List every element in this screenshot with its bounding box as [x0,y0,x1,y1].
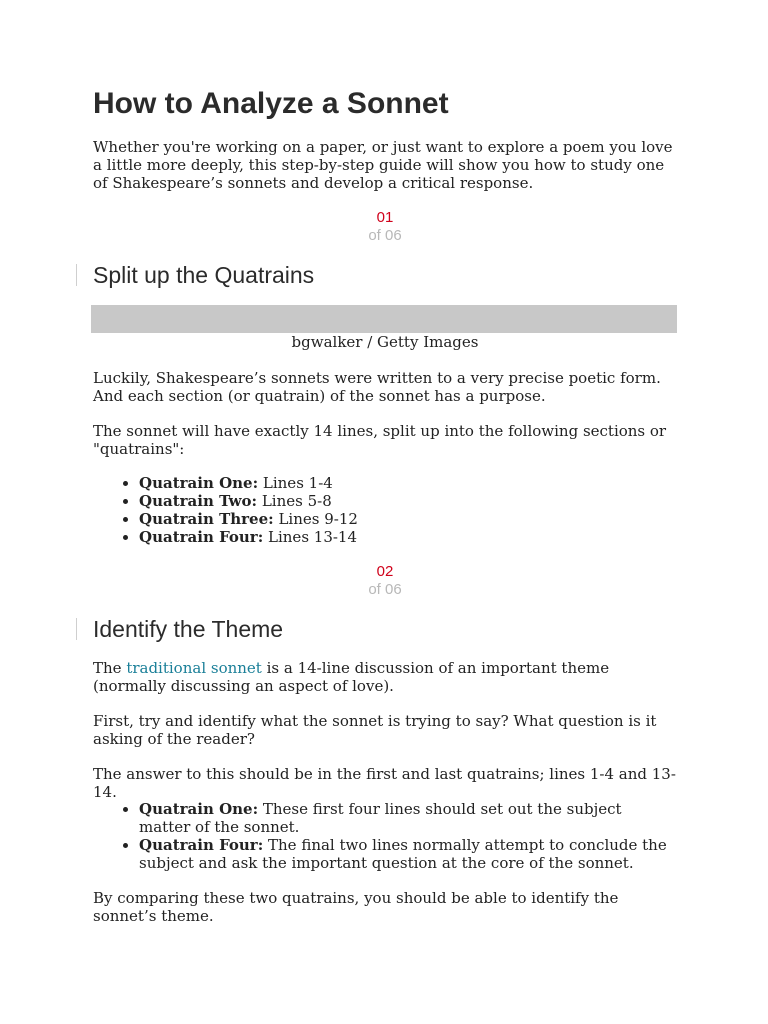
paragraph: First, try and identify what the sonnet is trying to say? What question is it asking of the reader? [93,712,657,748]
list-item [139,510,677,528]
list-item-label: Quatrain Two: [139,492,258,510]
intro-paragraph: Whether you're working on a paper, or just want to explore a poem you love a little more deeply, this step-by-step guide will show you how to study one of Shakespeare’s sonnets and develop a critical response. [93,138,673,192]
list-item [139,474,677,492]
list-item-text: The final two lines normally attempt to conclude the subject and ask the important question at the core of the sonnet. [139,836,667,872]
step-indicator-1 [93,209,677,245]
section-divider-2 [76,618,77,640]
list-item-text: These first four lines should set out the subject matter of the sonnet. [139,800,622,836]
list-item [139,528,677,546]
traditional-sonnet-link[interactable]: traditional sonnet [126,659,262,677]
paragraph [93,659,677,695]
section-title-theme: Identify the Theme [93,616,284,642]
list-item [139,836,677,872]
paragraph: The sonnet will have exactly 14 lines, split up into the following sections or "quatrains": [93,422,667,458]
list-item-text: Lines 5-8 [257,492,332,510]
theme-quatrain-list [93,800,677,872]
list-item-label: Quatrain One: [139,474,259,492]
step-total: of 06 [368,227,402,244]
step-total: of 06 [368,581,402,598]
step-number: 02 [376,563,394,580]
page-title: How to Analyze a Sonnet [93,87,449,120]
step-indicator-2 [93,563,677,599]
section-divider-1 [76,264,77,286]
list-item-text: Lines 9-12 [273,510,358,528]
image-caption: bgwalker / Getty Images [291,333,479,351]
text: is a 14-line discussion of an important theme (normally discussing an aspect of love). [93,659,610,695]
list-item [139,492,677,510]
list-item-label: Quatrain Four: [139,528,264,546]
paragraph: By comparing these two quatrains, you should be able to identify the sonnet’s theme. [93,889,619,925]
list-item-label: Quatrain Three: [139,510,274,528]
paragraph: The answer to this should be in the first and last quatrains; lines 1-4 and 13-14. [93,765,676,801]
text: The [93,659,127,677]
step-number: 01 [376,209,394,226]
paragraph: Luckily, Shakespeare’s sonnets were written to a very precise poetic form. And each section (or quatrain) of the sonnet has a purpose. [93,369,661,405]
list-item-text: Lines 1-4 [258,474,333,492]
list-item [139,800,677,836]
section-title-quatrains: Split up the Quatrains [93,262,315,288]
list-item-label: Quatrain One: [139,800,259,818]
list-item-label: Quatrain Four: [139,836,264,854]
quatrain-list [93,474,677,546]
article-image [91,305,677,333]
list-item-text: Lines 13-14 [263,528,358,546]
